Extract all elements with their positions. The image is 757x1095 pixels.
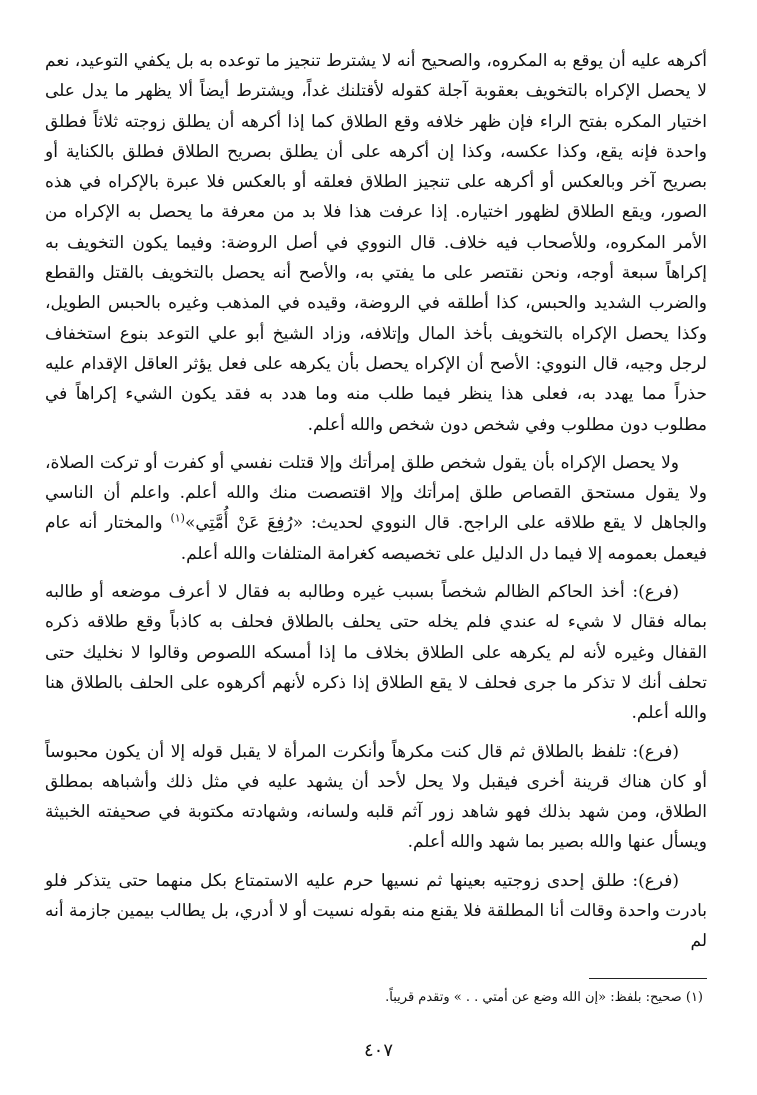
paragraph-4: (فرع): تلفظ بالطلاق ثم قال كنت مكرهاً وأنكرت المرأة لا يقبل قوله إلا أن يكون محبوساً أو كان هناك قرينة أخرى فيقبل ولا يحل لأحد أن يشهد عليه في مثل ذلك وأشباهه بمطلق الطلاق، ومن شهد بذلك فهو شاهد زور آثم قلبه ولسانه، وشهادته مكتوبة في صحيفته الخبيثة ويسأل عنها والله بصير بما شهد والله أعلم.: [45, 741, 707, 853]
paragraph-2-text-a: ولا يحصل الإكراه بأن يقول شخص طلق إمرأتك وإلا قتلت نفسي أو كفرت أو تركت الصلاة، ولا يقول مستحق القصاص طلق إمرأتك وإلا اقتصصت منك والله أعلم. واعلم أن الناسي والجاهل لا يقع طلاقه على الراجح. قال النووي لحديث: «رُفِعَ عَنْ أُمَّتِي»: [45, 452, 707, 534]
page-number: ٤٠٧: [363, 1040, 393, 1061]
paragraph-2-text-b: والمختار أنه عام فيعمل بعمومه إلا فيما دل الدليل على تخصيصه كغرامة المتلفات والله أعلم.: [45, 513, 707, 564]
footnote-reference: (١): [170, 511, 185, 525]
paragraph-2: [45, 448, 707, 569]
paragraph-1: أكرهه عليه أن يوقع به المكروه، والصحيح أنه لا يشترط تنجيز ما توعده به بل يكفي التوعيد، نعم لا يحصل الإكراه بالتخويف بعقوبة آجلة كقوله لأقتلنك غداً، ويشترط أيضاً ألا يظهر ما يدل على اختيار المكره بفتح الراء فإن ظهر خلافه وقع الطلاق كما إذا أكرهه أن يطلق زوجته ثلاثاً فطلق واحدة فإنه يقع، وكذا عكسه، وكذا إن أكرهه على أن يطلق بصريح الطلاق فطلق بالكناية أو بصريح آخر وبالعكس أو أكرهه على تنجيز الطلاق فعلقه أو بالعكس فلا عبرة بالإكراه في هذه الصور، ويقع الطلاق لظهور اختياره. إذا عرفت هذا فلا بد من معرفة ما يحصل به الإكراه من الأمر المكروه، وللأصحاب فيه خلاف. قال النووي في أصل الروضة: وفيما يكون التخويف به إكراهاً سبعة أوجه، ونحن نقتصر على ما يفتي به، والأصح أنه يحصل بالتخويف بالقتل والقطع والضرب الشديد والحبس، كذا أطلقه في الروضة، وقيده في المذهب وغيره بالحبس الطويل، وكذا يحصل الإكراه بالتخويف بأخذ المال وإتلافه، وزاد الشيخ أبو علي التوعد بنوع استخفاف لرجل وجيه، قال النووي: الأصح أن الإكراه يحصل بأن يكرهه على فعل يؤثر العاقل الإقدام عليه حذراً مما يهدد به، فعلى هذا ينظر فيما طلب منه وما هدد به فقد يكون الشيء إكراهاً في مطلوب دون مطلوب وفي شخص دون شخص والله أعلم.: [45, 51, 707, 435]
footnote: (١) صحيح: بلفظ: «إن الله وضع عن أمتي . . » وتقدم قريباً.: [385, 990, 703, 1005]
paragraph-5: (فرع): طلق إحدى زوجتيه بعينها ثم نسيها حرم عليه الاستمتاع بكل منهما حتى يتذكر فلو بادرت واحدة وقالت أنا المطلقة فلا يقنع منه بقوله نسيت أو لا أدري، بل يطالب بيمين جازمة أنه لم: [45, 870, 707, 952]
footnote-divider: [589, 978, 707, 979]
paragraph-3: (فرع): أخذ الحاكم الظالم شخصاً بسبب غيره وطالبه به فقال لا أعرف موضعه أو طالبه بماله فقال لا شيء له عندي فلم يخله حتى يحلف بالطلاق فحلف به كاذباً وقع طلاقه ذكره القفال وغيره لأنه لم يكرهه على الطلاق بخلاف ما إذا أمسكه اللصوص وقالوا لا نخليك حتى تحلف أنك لا تذكر ما جرى فحلف لا يقع الطلاق إذا ذكره لأنهم أكرهوه على الحلف بالطلاق هنا والله أعلم.: [45, 582, 707, 724]
main-text: [45, 46, 707, 957]
